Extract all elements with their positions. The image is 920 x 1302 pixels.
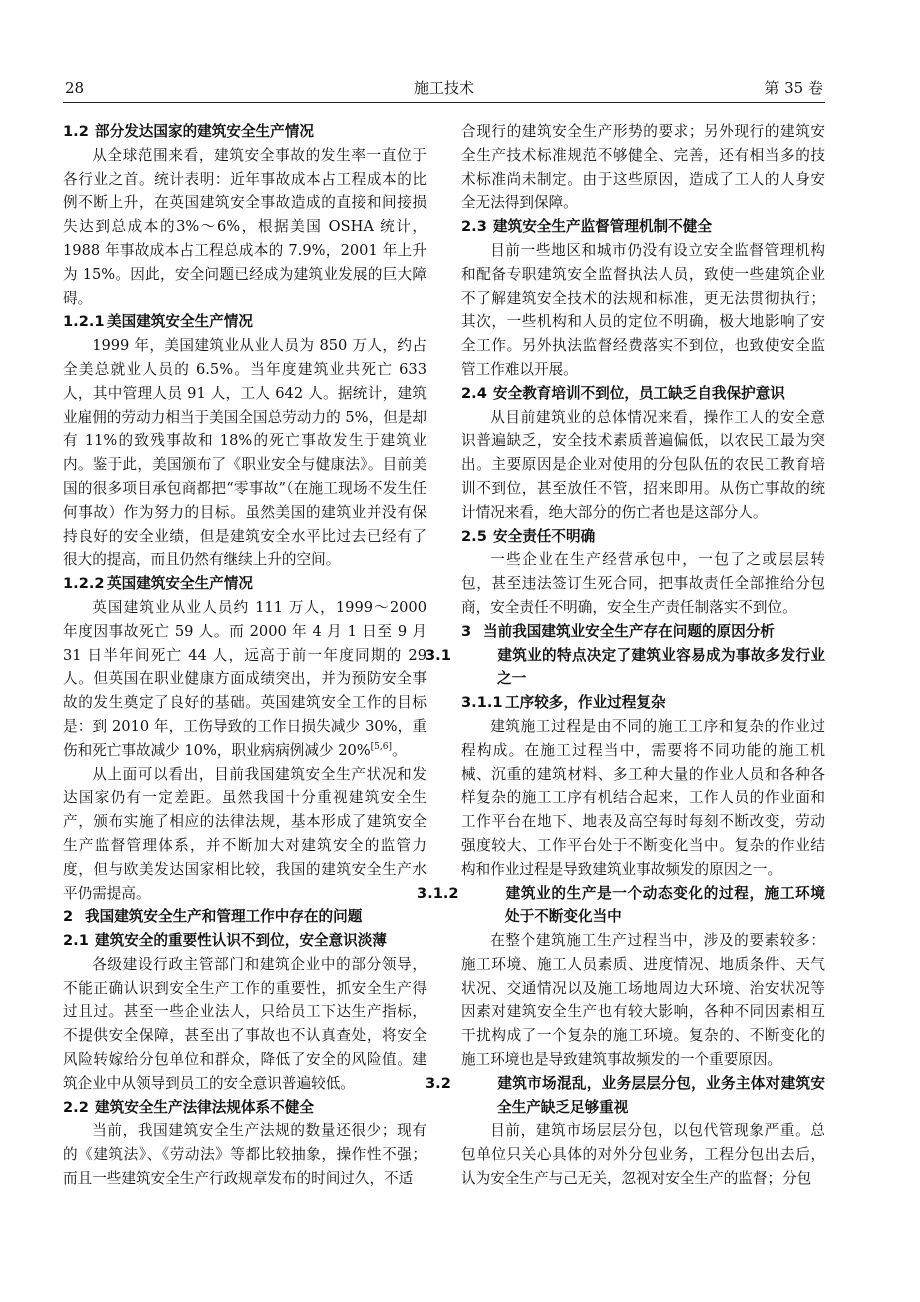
citation: [5,6]: [370, 741, 392, 752]
paragraph: 从目前建筑业的总体情况来看，操作工人的安全意识普遍缺乏，安全技术素质普遍偏低，以农民工最为突出。主要原因是企业对使用的分包队伍的农民工教育培训不到位，甚至放任不管，招来即用。从伤亡事故的统计情况来看，绝大部分的伤亡者也是这部分人。: [461, 408, 825, 521]
paragraph: 建筑施工过程是由不同的施工工序和复杂的作业过程构成。在施工过程当中，需要将不同功能的施工机械、沉重的建筑材料、多工种大量的作业人员和各种各样复杂的施工工序有机结合起来，工作人员的作业面和工作平台在地下、地表及高空每时每刻不断改变，劳动强度较大、工作平台处于不断变化当中。复杂的作业结构和作业过程是导致建筑业事故频发的原因之一。: [461, 717, 825, 878]
page-number: 28: [65, 79, 85, 97]
paragraph: 在整个建筑施工生产过程当中，涉及的要素较多：施工环境、施工人员素质、进度情况、地质条件、天气状况、交通情况以及施工场地周边大环境、治安状况等因素对建筑安全生产也有较大影响，各种不同因素相互干扰构成了一个复杂的施工环境。复杂的、不断变化的施工环境也是导致建筑事故频发的一个重要原因。: [461, 932, 825, 1069]
volume-label: 第 35 卷: [764, 79, 823, 97]
paragraph: 目前，建筑市场层层分包，以包代管现象严重。总包单位只关心具体的对外分包业务，工程分包出去后，认为安全生产与己无关，忽视对安全生产的监督；分包: [461, 1122, 825, 1188]
section-heading-1-2-2: 1.2.2 英国建筑安全生产情况: [63, 575, 253, 593]
section-heading-3-2: 3.2 建筑市场混乱，业务层层分包，业务主体对建筑安全生产缺乏足够重视: [425, 1074, 825, 1116]
paragraph: 从上面可以看出，目前我国建筑安全生产状况和发达国家仍有一定差距。虽然我国十分重视建筑安全生产，颁布实施了相应的法律法规，基本形成了建筑安全生产监督管理体系，并不断加大对建筑安全的监管力度，但与欧美发达国家相比较，我国的建筑安全生产水平仍需提高。: [63, 765, 427, 902]
paragraph: 当前，我国建筑安全生产法规的数量还很少；现有的《建筑法》、《劳动法》等都比较抽象，操作性不强；而且一些建筑安全生产行政规章发布的时间过久，不适: [63, 1122, 427, 1188]
section-heading-3-1: 3.1 建筑业的特点决定了建筑业容易成为事故多发行业之一: [425, 646, 825, 688]
paragraph: 各级建设行政主管部门和建筑企业中的部分领导，不能正确认识到安全生产工作的重要性，抓安全生产得过且过。甚至一些企业法人，只给员工下达生产指标，不提供安全保障，甚至出了事故也不认真查处，将安全风险转嫁给分包单位和群众，降低了安全的风险值。建筑企业中从领导到员工的安全意识普遍较低。: [63, 955, 427, 1092]
section-heading-2-4: 2.4 安全教育培训不到位，员工缺乏自我保护意识: [461, 384, 785, 402]
paragraph: 一些企业在生产经营承包中，一包了之或层层转包，甚至违法签订生死合同，把事故责任全部推给分包商，安全责任不明确，安全生产责任制落实不到位。: [461, 551, 825, 616]
page-header: [63, 78, 825, 103]
section-heading-3: 3 当前我国建筑业安全生产存在问题的原因分析: [461, 622, 775, 640]
section-heading-2-1: 2.1 建筑安全的重要性认识不到位，安全意识淡薄: [63, 932, 387, 950]
paragraph: 目前一些地区和城市仍没有设立安全监督管理机构和配备专职建筑安全监督执法人员，致使一些建筑企业不了解建筑安全技术的法规和标准，更无法贯彻执行；其次，一些机构和人员的定位不明确，极大地影响了安全工作。另外执法监督经费落实不到位，也致使安全监管工作难以开展。: [461, 241, 825, 378]
journal-name: 施工技术: [413, 79, 474, 97]
paragraph: 1999 年，美国建筑业从业人员为 850 万人，约占全美总就业人员的 6.5%。当年度建筑业共死亡 633 人，其中管理人员 91 人，工人 642 人。据统计，建筑业雇佣的劳动力相当于美国全国总劳动力的 5%，但是却有 11%的致残事故和 18%的死亡事故发生于建筑业内。鉴于此，美国颁布了《职业安全与健康法》。目前美国的很多项目承包商都把“零事故”（在施工现场不发生任何事故）作为努力的目标。虽然美国的建筑业并没有保持良好的安全业绩，但是建筑安全水平比过去已经有了很大的提高，而且仍然有继续上升的空间。: [63, 337, 427, 569]
section-heading-1-2: 1.2 部分发达国家的建筑安全生产情况: [63, 123, 314, 140]
section-heading-3-1-2: 3.1.2 建筑业的生产是一个动态变化的过程，施工环境处于不断变化当中: [417, 884, 825, 926]
left-column: [63, 120, 427, 1191]
section-heading-2-2: 2.2 建筑安全生产法律法规体系不健全: [63, 1098, 314, 1116]
right-column: [417, 120, 825, 1191]
section-heading-3-1-1: 3.1.1 工序较多，作业过程复杂: [461, 694, 666, 712]
paragraph: 英国建筑业从业人员约 111 万人，1999～2000 年度因事故死亡 59 人。而 2000 年 4 月 1 日至 9 月 31 日半年间死亡 44 人，远高于前一年度同期的 29 人。但英国在职业健康方面成绩突出，并为预防安全事故的发生奠定了良好的基础。英国建筑安全工作的目标是：到 2010 年，工伤导致的工作日损失减少 30%，重伤和死亡事故减少 10%，职业病病例减少 20%[5,6]。: [63, 598, 427, 759]
section-heading-1-2-1: 1.2.1 美国建筑安全生产情况: [63, 313, 253, 331]
section-heading-2-3: 2.3 建筑安全生产监督管理机制不健全: [461, 218, 712, 236]
section-heading-2: 2 我国建筑安全生产和管理工作中存在的问题: [63, 908, 363, 926]
section-heading-2-5: 2.5 安全责任不明确: [461, 527, 596, 545]
paragraph: 从全球范围来看，建筑安全事故的发生率一直位于各行业之首。统计表明：近年事故成本占工程成本的比例不断上升，在英国建筑安全事故造成的直接和间接损失达到总成本的3%～6%，根据美国 OSHA 统计，1988 年事故成本占工程总成本的 7.9%，2001 年上升为 15%。因此，安全问题已经成为建筑业发展的巨大障碍。: [63, 146, 427, 307]
paragraph: 合现行的建筑安全生产形势的要求；另外现行的建筑安全生产技术标准规范不够健全、完善，还有相当多的技术标准尚未制定。由于这些原因，造成了工人的人身安全无法得到保障。: [461, 123, 825, 212]
